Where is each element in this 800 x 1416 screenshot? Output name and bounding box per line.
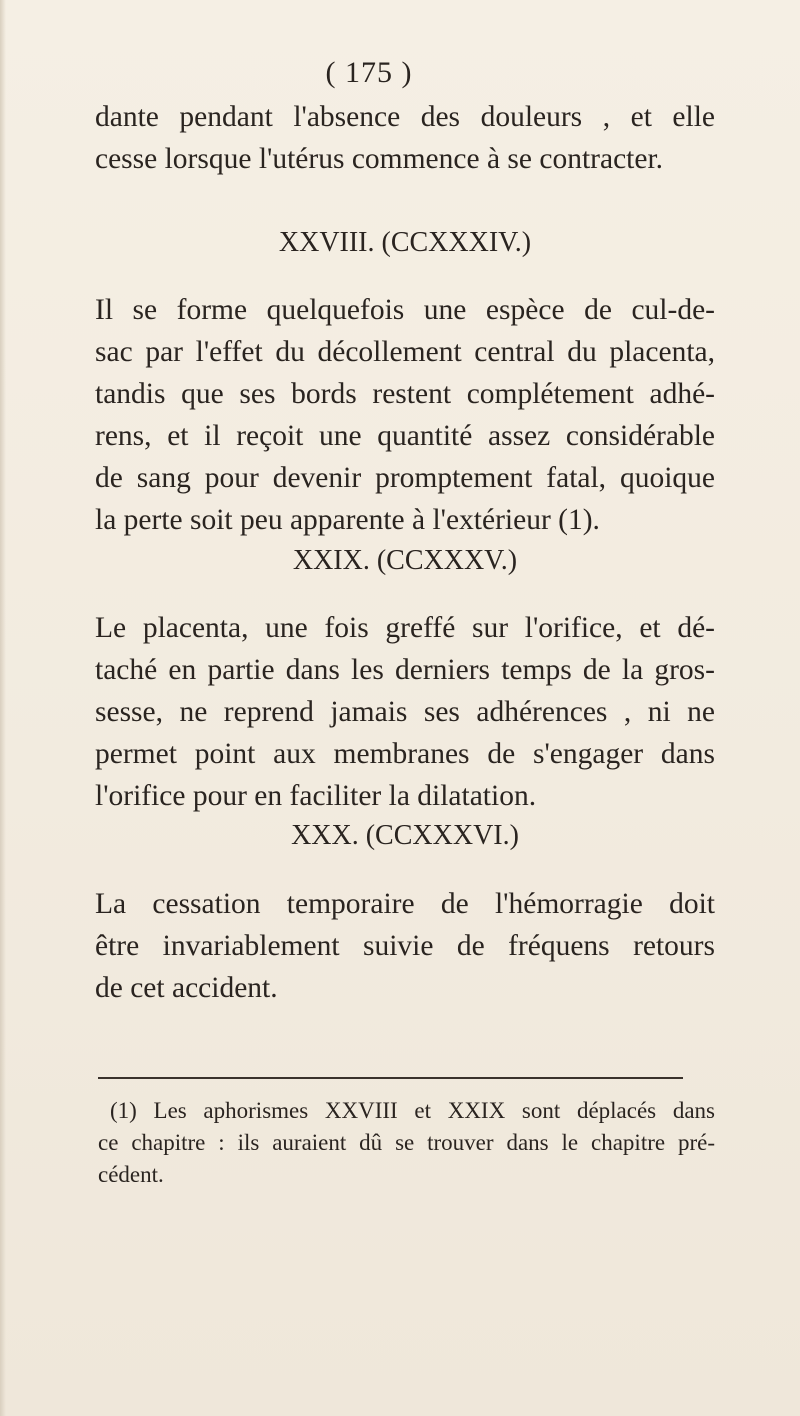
paragraph-line: permet point aux membranes de s'engager dans (95, 738, 715, 770)
intro-line: dante pendant l'absence des douleurs , et elle (95, 101, 715, 133)
paragraph-line: l'orifice pour en faciliter la dilatation. (95, 780, 537, 812)
paragraph-line: être invariablement suivie de fréquens retours (95, 930, 715, 962)
paragraph-line: la perte soit peu apparente à l'extérieur (1). (95, 504, 600, 536)
section-paragraph-xxx (95, 883, 715, 1009)
paragraph-line: sesse, ne reprend jamais ses adhérences , ni ne (95, 696, 715, 728)
paragraph-line: Le placenta, une fois greffé sur l'orifice, et dé- (95, 612, 715, 644)
paragraph-line: La cessation temporaire de l'hémorragie doit (95, 888, 715, 920)
footnote-line: (1) Les aphorismes XXVIII et XXIX sont déplacés dans (110, 1098, 715, 1123)
section-heading-xxviii: XXVIII. (CCXXXIV.) (278, 227, 532, 258)
paragraph-line: tandis que ses bords restent complétement adhé- (95, 378, 715, 410)
page-edge-shadow (0, 0, 6, 1416)
footnote-divider (98, 1077, 683, 1079)
section-heading-xxx: XXX. (CCXXXVI.) (291, 820, 519, 851)
section-paragraph-xxix (95, 607, 715, 817)
footnote (98, 1095, 715, 1191)
intro-line: cesse lorsque l'utérus commence à se contracter. (95, 143, 664, 175)
paragraph-line: de sang pour devenir promptement fatal, quoique (95, 462, 715, 494)
intro-paragraph (95, 96, 715, 180)
paragraph-line: sac par l'effet du décollement central du placenta, (95, 336, 715, 368)
section-paragraph-xxviii (95, 289, 715, 541)
footnote-line: cédent. (98, 1162, 164, 1187)
paragraph-line: de cet accident. (95, 972, 278, 1004)
paragraph-line: Il se forme quelquefois une espèce de cul-de- (95, 294, 715, 326)
page-number: ( 175 ) (325, 56, 413, 89)
section-heading-xxix: XXIX. (CCXXXV.) (292, 545, 518, 576)
paragraph-line: taché en partie dans les derniers temps de la gros- (95, 654, 715, 686)
footnote-line: ce chapitre : ils auraient dû se trouver dans le chapitre pré- (98, 1130, 715, 1155)
paragraph-line: rens, et il reçoit une quantité assez considérable (95, 420, 715, 452)
